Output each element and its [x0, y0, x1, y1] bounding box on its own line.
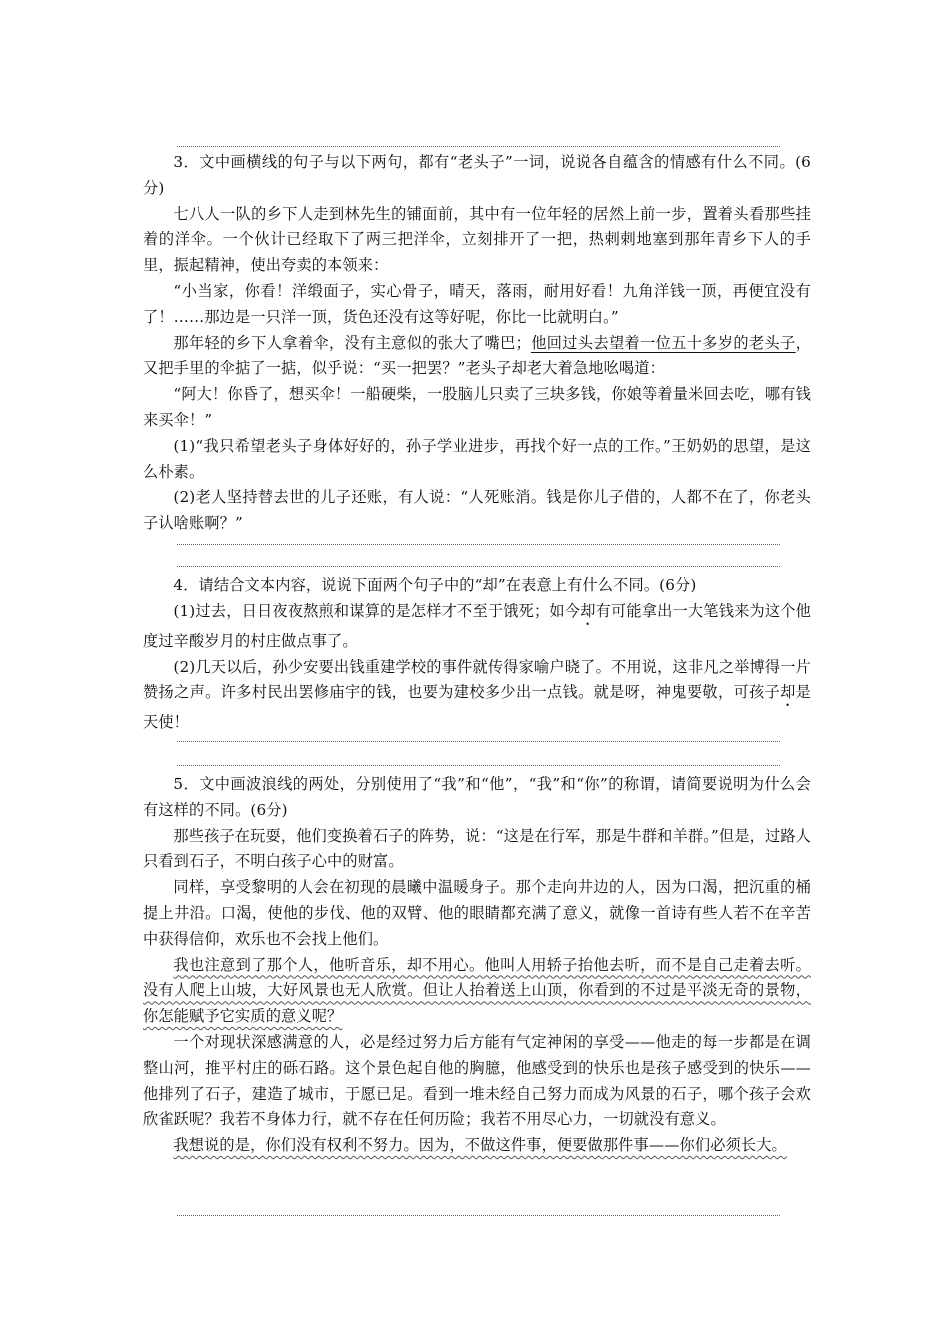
divider: [177, 765, 780, 766]
question-4: [143, 573, 811, 736]
question-4-item-1: [143, 599, 811, 655]
answer-line: [177, 544, 780, 545]
wavy-underlined-paragraph: 我也注意到了那个人，他听音乐，却不用心。他叫人用轿子抬他去听，而不是自己走着去听。没有人爬上山坡，大好风景也无人欣赏。但让人抬着送上山顶，你看到的不过是平淡无奇的景物，你怎能赋予它实质的意义呢？: [143, 955, 811, 1026]
passage-text: 那年轻的乡下人拿着伞，没有主意似的张大了嘴巴；: [173, 333, 531, 352]
question-3-passage-p2: “小当家，你看！洋缎面子，实心骨子，晴天，落雨，耐用好看！九角洋钱一顶，再便宜没有了！……那边是一只洋一顶，货色还没有这等好呢，你比一比就明白。”: [143, 281, 811, 326]
question-4-item-2: [143, 655, 811, 737]
question-5: [143, 772, 811, 1159]
sentence-text: (2)几天以后，孙少安要出钱重建学校的事件就传得家喻户晓了。不用说，这非凡之举博得一片赞扬之声。许多村民出罢修庙宇的钱，也要为建校多少出一点钱。就是呀，神鬼要敬，可孩子: [143, 657, 811, 702]
question-5-prompt: 5．文中画波浪线的两处，分别使用了“我”和“他”，“我”和“你”的称谓，请简要说明为什么会有这样的不同。(6分): [143, 775, 811, 819]
sentence-text: 是天使！: [143, 683, 811, 732]
question-3-passage-p1: 七八人一队的乡下人走到林先生的铺面前，其中有一位年轻的居然上前一步，置着头看那些挂着的洋伞。一个伙计已经取下了两三把洋伞，立刻排开了一把，热剌剌地塞到那年青乡下人的手里，振起精神，使出夸卖的本领来：: [143, 204, 811, 275]
divider: [177, 146, 780, 147]
question-3-item-1: (1)“我只希望老头子身体好好的，孙子学业进步，再找个好一点的工作。”王奶奶的思望，是这么朴素。: [143, 436, 811, 481]
wavy-underlined-paragraph: 我想说的是，你们没有权利不努力。因为，不做这件事，便要做那件事——你们必须长大。: [173, 1136, 787, 1155]
question-4-prompt: 4．请结合文本内容，说说下面两个句子中的“却”在表意上有什么不同。(6分): [173, 576, 697, 594]
question-3: [143, 150, 811, 537]
question-3-passage-p3: [143, 331, 811, 383]
answer-line: [177, 1215, 780, 1216]
question-5-passage-p4: 一个对现状深感满意的人，必是经过努力后方能有气定神闲的享受——他走的每一步都是在调整山河，推平村庄的砾石路。这个景色起自他的胸臆，他感受到的快乐也是孩子感受到的快乐——他排列了石子，建造了城市，于愿已足。看到一堆未经自己努力而成为风景的石子，哪个孩子会欢欣雀跃呢？我若不身体力行，就不存在任何历险；我若不用尽心力，一切就没有意义。: [143, 1032, 811, 1129]
sentence-text: (1)过去，日日夜夜熬煎和谋算的是怎样才不至于饿死；如今: [173, 601, 581, 620]
question-5-passage-p5: [143, 1133, 811, 1159]
question-3-item-2: (2)老人坚持替去世的儿子还账，有人说：“人死账消。钱是你儿子借的，人都不在了，你老头子认啥账啊？”: [143, 488, 811, 533]
question-3-prompt: 3．文中画横线的句子与以下两句，都有“老头子”一词，说说各自蕴含的情感有什么不同。(6分): [143, 153, 811, 197]
passage-text: ，又把手里的伞掂了一掂，似乎说：“买一把罢？”老头子却老大着急地吆喝道：: [143, 333, 811, 378]
answer-line: [177, 741, 780, 742]
question-5-passage-p1: 那些孩子在玩耍，他们变换着石子的阵势，说：“这是在行军，那是牛群和羊群。”但是，过路人只看到石子，不明白孩子心中的财富。: [143, 826, 811, 871]
question-5-passage-p2: 同样，享受黎明的人会在初现的晨曦中温暖身子。那个走向井边的人，因为口渴，把沉重的桶提上井沿。口渴，使他的步伐、他的双臂、他的眼睛都充满了意义，就像一首诗有些人若不在辛苦中获得信仰，欢乐也不会找上他们。: [143, 878, 811, 948]
divider: [177, 566, 780, 567]
emphasized-word: 却: [580, 601, 596, 620]
question-3-passage-p4: “阿大！你昏了，想买伞！一船硬柴，一股脑儿只卖了三块多钱，你娘等着量米回去吃，哪有钱来买伞！”: [143, 385, 811, 429]
underlined-sentence: 他回过头去望着一位五十多岁的老头子: [530, 333, 796, 352]
question-5-passage-p3: [143, 953, 811, 1030]
emphasized-word: 却: [780, 683, 796, 702]
sentence-text: 有可能拿出一大笔钱来为这个他度过辛酸岁月的村庄做点事了。: [143, 601, 811, 650]
